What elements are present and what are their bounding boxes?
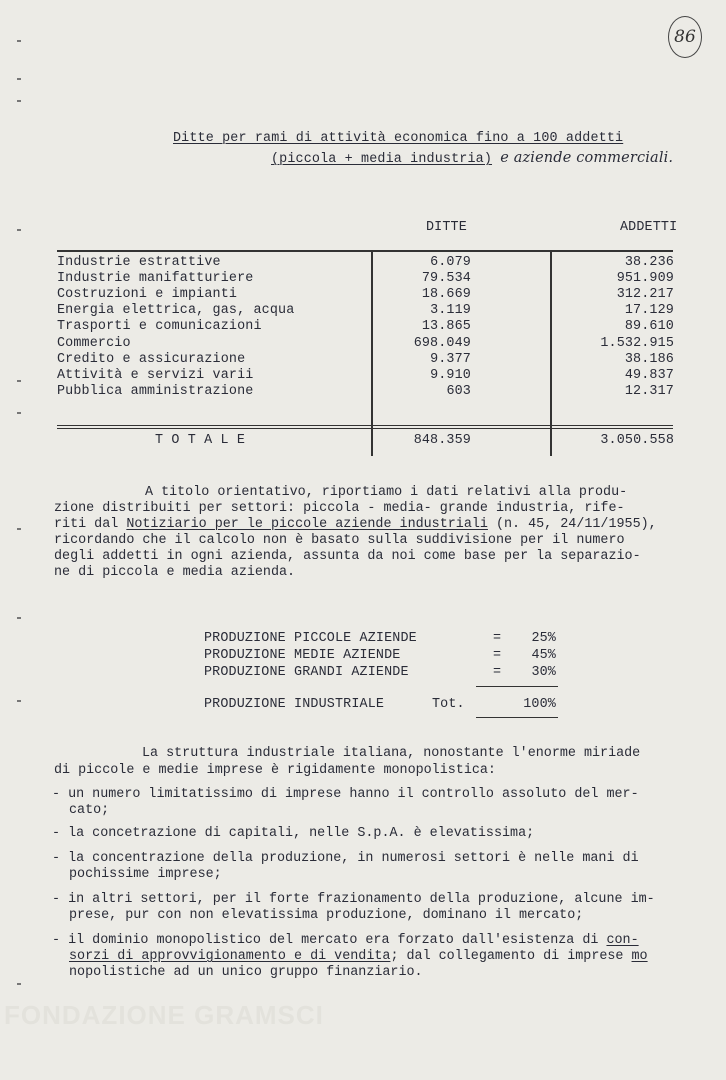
production-label: PRODUZIONE PICCOLE AZIENDE: [204, 631, 417, 646]
bullet-text: ; dal collegamento di imprese: [390, 949, 632, 964]
row-label: Commercio: [57, 336, 131, 351]
row-ditte: 698.049: [413, 336, 471, 351]
row-addetti: 12.317: [624, 384, 674, 399]
table-row: [57, 303, 294, 319]
bullet-underlined: con-: [606, 933, 639, 948]
table-total-rule: [57, 428, 673, 429]
row-addetti: 49.837: [624, 368, 674, 383]
margin-mark: [17, 380, 21, 382]
production-total-tot: Tot.: [432, 697, 465, 712]
table-row: [57, 352, 245, 368]
bullet-line: [52, 933, 639, 949]
row-label: Trasporti e comunicazioni: [57, 319, 262, 334]
paragraph1-line: degli addetti in ogni azienda, assunta da noi come base per la separazio-: [54, 549, 641, 564]
row-label: Credito e assicurazione: [57, 352, 246, 367]
bullet-underlined: mo: [631, 949, 648, 964]
table-row: [57, 368, 253, 384]
row-label: Attività e servizi varii: [57, 368, 254, 383]
table-total-row: [155, 433, 245, 449]
production-value: 45%: [531, 648, 556, 663]
heading-line1: Ditte per rami di attività economica fino a 100 addetti: [173, 131, 624, 146]
total-label: T O T A L E: [155, 433, 246, 448]
heading-line2: [271, 150, 673, 167]
production-operator: =: [493, 665, 502, 680]
bullet-line: cato;: [69, 803, 110, 818]
table-row: [57, 319, 262, 335]
row-ditte: 9.910: [430, 368, 471, 383]
production-label: PRODUZIONE GRANDI AZIENDE: [204, 665, 409, 680]
production-total-label: PRODUZIONE INDUSTRIALE: [204, 697, 385, 712]
table-row: [57, 287, 237, 303]
row-addetti: 38.186: [624, 352, 674, 367]
paragraph1-line: zione distribuiti per settori: piccola - media- grande industria, rife-: [54, 501, 625, 516]
table-row: [57, 384, 253, 400]
row-ditte: 603: [446, 384, 471, 399]
paragraph2-line: di piccole e medie imprese è rigidamente monopolistica:: [54, 763, 496, 778]
bullet-line: - la concetrazione di capitali, nelle S.p.A. è elevatissima;: [52, 826, 535, 841]
margin-mark: [17, 100, 21, 102]
table-row: [57, 336, 131, 352]
row-ditte: 9.377: [430, 352, 471, 367]
production-label: PRODUZIONE MEDIE AZIENDE: [204, 648, 401, 663]
column-header-ditte: DITTE: [426, 220, 467, 235]
paragraph1-text: riti dal: [54, 517, 127, 532]
margin-mark: [17, 78, 21, 80]
row-addetti: 38.236: [624, 255, 674, 270]
publication-title: Notiziario per le piccole aziende industriali: [126, 517, 488, 532]
production-total-value: 100%: [523, 697, 556, 712]
margin-mark: [17, 528, 21, 530]
bullet-line: [69, 949, 648, 965]
archive-watermark: FONDAZIONE GRAMSCI: [4, 1000, 324, 1030]
paragraph1-text: (n. 45, 24/11/1955),: [487, 517, 657, 532]
margin-mark: [17, 700, 21, 702]
paragraph1-line: ne di piccola e media azienda.: [54, 565, 296, 580]
paragraph1-line: A titolo orientativo, riportiamo i dati relativi alla produ-: [145, 485, 628, 500]
production-total-rule: [476, 686, 558, 687]
total-addetti: 3.050.558: [600, 433, 674, 448]
row-ditte: 18.669: [421, 287, 471, 302]
bullet-line: nopolistiche ad un unico gruppo finanziario.: [69, 965, 423, 980]
margin-mark: [17, 40, 21, 42]
total-ditte: 848.359: [413, 433, 471, 448]
row-label: Energia elettrica, gas, acqua: [57, 303, 295, 318]
paragraph1-line: ricordando che il calcolo non è basato sulla suddivisione per il numero: [54, 533, 625, 548]
table-top-rule: [57, 250, 673, 252]
production-operator: =: [493, 631, 502, 646]
production-value: 25%: [531, 631, 556, 646]
heading-line2-typed: (piccola + media industria): [271, 152, 493, 167]
row-label: Industrie estrattive: [57, 255, 221, 270]
row-addetti: 1.532.915: [600, 336, 674, 351]
margin-mark: [17, 412, 21, 414]
bullet-text: - il dominio monopolistico del mercato era forzato dall'esistenza di: [52, 933, 607, 948]
margin-mark: [17, 983, 21, 985]
row-addetti: 312.217: [616, 287, 674, 302]
row-ditte: 6.079: [430, 255, 471, 270]
bullet-line: pochissime imprese;: [69, 867, 222, 882]
row-addetti: 89.610: [624, 319, 674, 334]
bullet-line: prese, pur con non elevatissima produzione, dominano il mercato;: [69, 908, 584, 923]
paragraph1-line: [54, 517, 657, 533]
bullet-line: - in altri settori, per il forte frazionamento della produzione, alcune im-: [52, 892, 655, 907]
row-label: Industrie manifatturiere: [57, 271, 254, 286]
bullet-line: - un numero limitatissimo di imprese hanno il controllo assoluto del mer-: [52, 787, 639, 802]
row-ditte: 79.534: [421, 271, 471, 286]
heading-line2-handwritten: e aziende commerciali.: [500, 150, 674, 166]
production-value: 30%: [531, 665, 556, 680]
margin-mark: [17, 617, 21, 619]
bullet-line: - la concentrazione della produzione, in numerosi settori è nelle mani di: [52, 851, 639, 866]
margin-mark: [17, 229, 21, 231]
table-row: [57, 271, 253, 287]
column-header-addetti: ADDETTI: [620, 220, 678, 235]
table-total-rule: [57, 425, 673, 426]
row-label: Costruzioni e impianti: [57, 287, 238, 302]
paragraph2-line: La struttura industriale italiana, nonostante l'enorme miriade: [142, 746, 641, 761]
row-addetti: 951.909: [616, 271, 674, 286]
row-addetti: 17.129: [624, 303, 674, 318]
bullet-underlined: sorzi di approvvigionamento e di vendita: [69, 949, 391, 964]
row-ditte: 13.865: [421, 319, 471, 334]
row-label: Pubblica amministrazione: [57, 384, 254, 399]
table-row: [57, 255, 221, 271]
production-bottom-rule: [476, 717, 558, 718]
row-ditte: 3.119: [430, 303, 471, 318]
production-operator: =: [493, 648, 502, 663]
page-number-stamp: 86: [668, 16, 702, 58]
